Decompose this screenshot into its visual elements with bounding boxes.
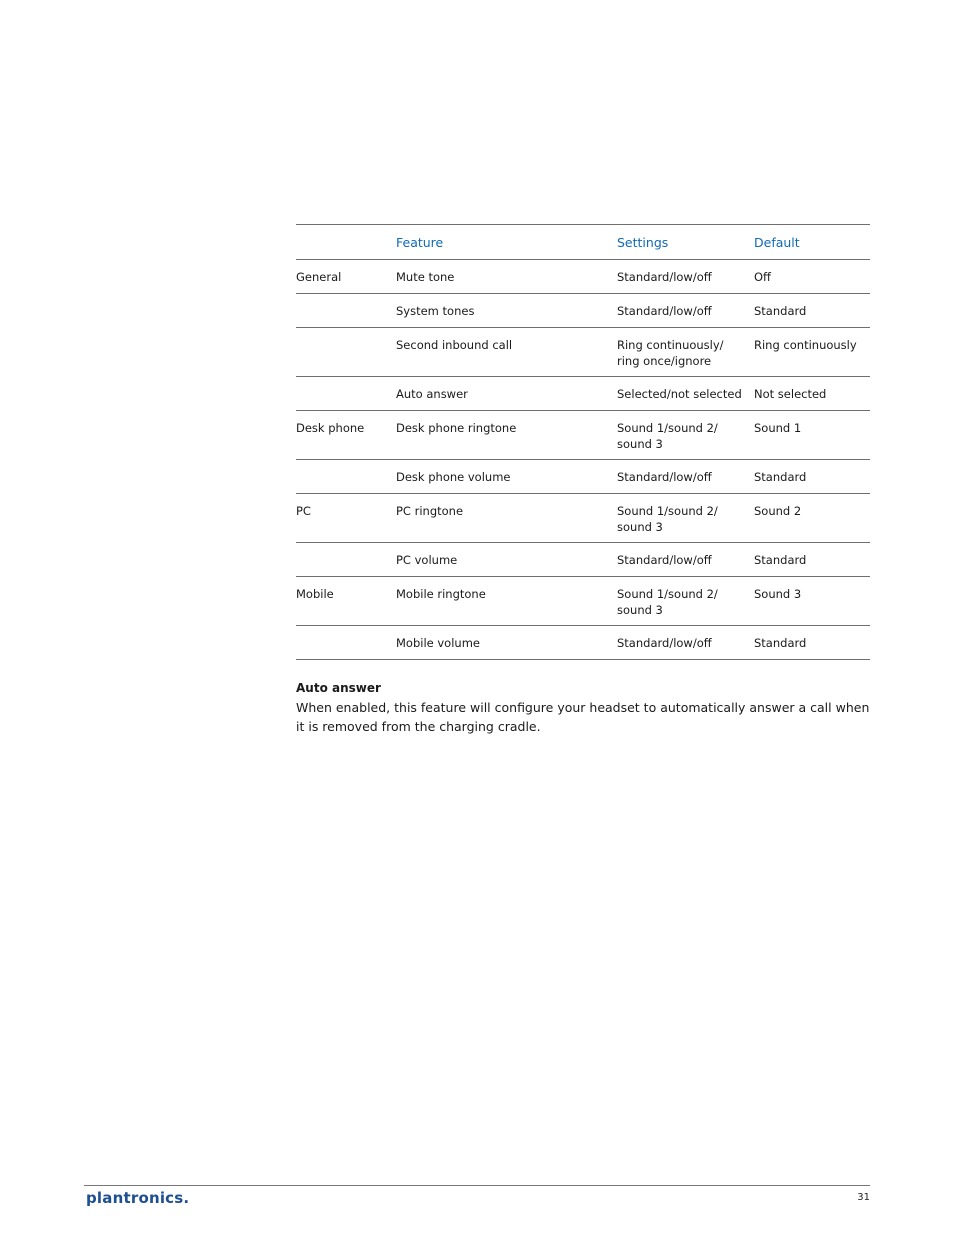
header-group bbox=[296, 225, 396, 260]
cell-feature: Desk phone volume bbox=[396, 460, 617, 494]
page-number: 31 bbox=[857, 1192, 870, 1203]
cell-settings: Standard/low/off bbox=[617, 543, 754, 577]
table-row bbox=[296, 460, 870, 494]
cell-group bbox=[296, 377, 396, 411]
cell-default: Sound 2 bbox=[754, 494, 870, 543]
cell-settings: Selected/not selected bbox=[617, 377, 754, 411]
table-row bbox=[296, 260, 870, 294]
cell-default: Not selected bbox=[754, 377, 870, 411]
table-row bbox=[296, 626, 870, 660]
cell-feature: PC volume bbox=[396, 543, 617, 577]
cell-settings: Sound 1/sound 2/ sound 3 bbox=[617, 494, 754, 543]
cell-feature: Desk phone ringtone bbox=[396, 411, 617, 460]
cell-default: Standard bbox=[754, 460, 870, 494]
cell-feature: Auto answer bbox=[396, 377, 617, 411]
cell-feature: Mobile ringtone bbox=[396, 577, 617, 626]
cell-default: Standard bbox=[754, 626, 870, 660]
table-row bbox=[296, 294, 870, 328]
table-row bbox=[296, 543, 870, 577]
table-row bbox=[296, 411, 870, 460]
cell-settings: Standard/low/off bbox=[617, 460, 754, 494]
cell-feature: System tones bbox=[396, 294, 617, 328]
cell-default: Standard bbox=[754, 543, 870, 577]
cell-group bbox=[296, 543, 396, 577]
cell-group bbox=[296, 626, 396, 660]
cell-group: Mobile bbox=[296, 577, 396, 626]
cell-group bbox=[296, 460, 396, 494]
cell-settings: Sound 1/sound 2/ sound 3 bbox=[617, 577, 754, 626]
cell-settings: Standard/low/off bbox=[617, 626, 754, 660]
cell-feature: Mobile volume bbox=[396, 626, 617, 660]
cell-settings: Ring continuously/ ring once/ignore bbox=[617, 328, 754, 377]
cell-settings: Standard/low/off bbox=[617, 260, 754, 294]
cell-group bbox=[296, 294, 396, 328]
settings-table bbox=[296, 224, 870, 660]
header-settings: Settings bbox=[617, 225, 754, 260]
table-header-row bbox=[296, 225, 870, 260]
cell-default: Sound 3 bbox=[754, 577, 870, 626]
plantronics-logo: plantronics. bbox=[86, 1189, 190, 1207]
cell-default: Standard bbox=[754, 294, 870, 328]
table-row bbox=[296, 328, 870, 377]
cell-default: Off bbox=[754, 260, 870, 294]
auto-answer-heading: Auto answer bbox=[296, 681, 381, 695]
cell-feature: Second inbound call bbox=[396, 328, 617, 377]
table-row bbox=[296, 377, 870, 411]
table-row bbox=[296, 577, 870, 626]
table-row bbox=[296, 494, 870, 543]
cell-settings: Sound 1/sound 2/ sound 3 bbox=[617, 411, 754, 460]
header-default: Default bbox=[754, 225, 870, 260]
cell-feature: PC ringtone bbox=[396, 494, 617, 543]
auto-answer-section bbox=[296, 680, 870, 736]
cell-default: Ring continuously bbox=[754, 328, 870, 377]
cell-default: Sound 1 bbox=[754, 411, 870, 460]
cell-group: General bbox=[296, 260, 396, 294]
cell-settings: Standard/low/off bbox=[617, 294, 754, 328]
cell-feature: Mute tone bbox=[396, 260, 617, 294]
cell-group: Desk phone bbox=[296, 411, 396, 460]
auto-answer-description: When enabled, this feature will configure your headset to automatically answer a call when it is removed from the charging cradle. bbox=[296, 700, 870, 734]
cell-group: PC bbox=[296, 494, 396, 543]
footer-divider bbox=[84, 1185, 870, 1186]
header-feature: Feature bbox=[396, 225, 617, 260]
cell-group bbox=[296, 328, 396, 377]
